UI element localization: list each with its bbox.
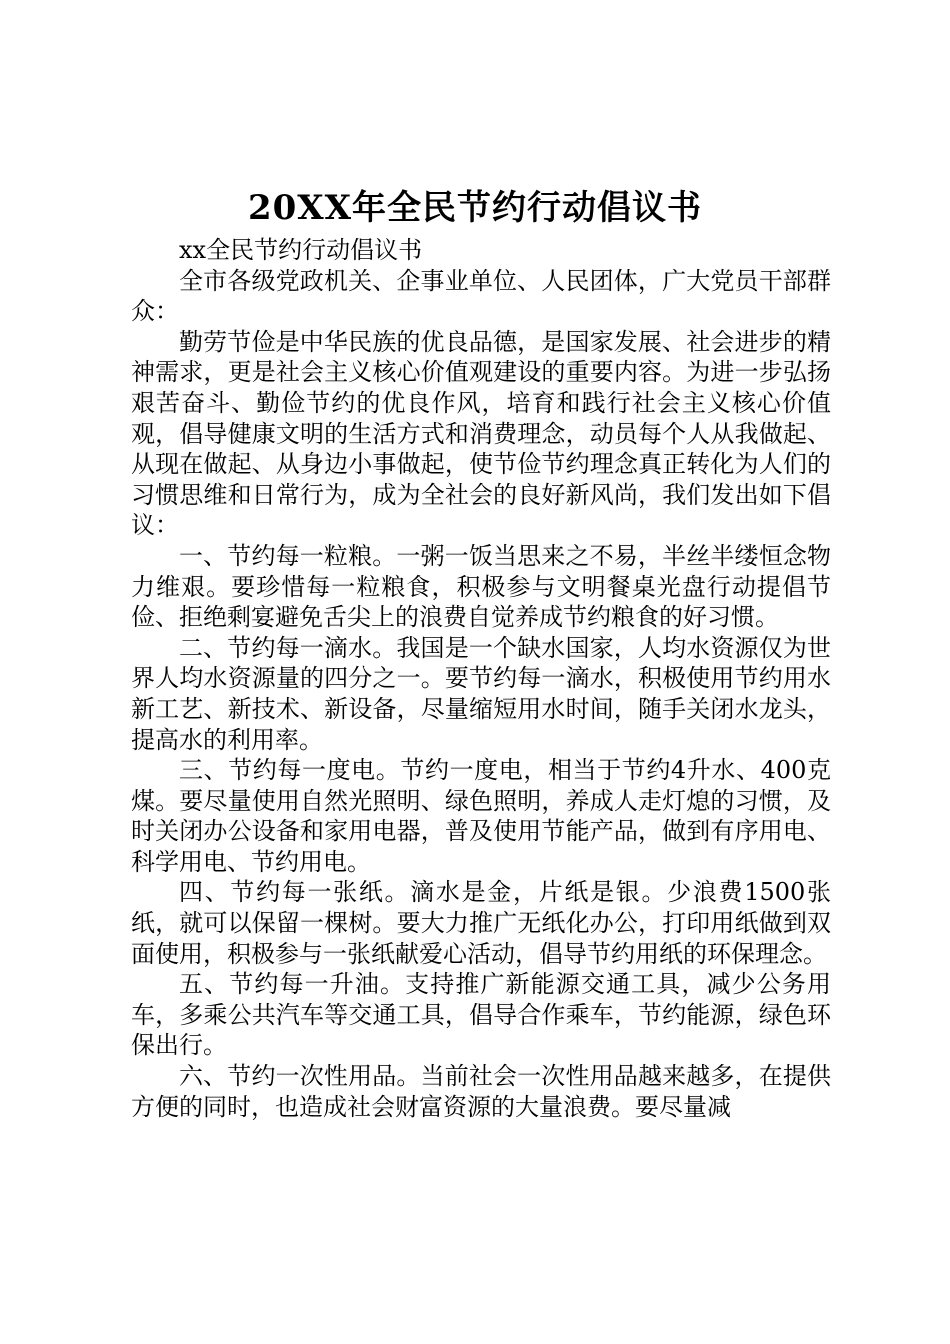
item-paragraph-water: 二、节约每一滴水。我国是一个缺水国家，人均水资源仅为世界人均水资源量的四分之一。要节约每一滴水，积极使用节约用水新工艺、新技术、新设备，尽量缩短用水时间，随手关闭水龙头，提高水的利用率。: [131, 633, 831, 754]
item-paragraph-electricity: 三、节约每一度电。节约一度电，相当于节约4升水、400克煤。要尽量使用自然光照明、绿色照明，养成人走灯熄的习惯，及时关闭办公设备和家用电器，普及使用节能产品，做到有序用电、科学用电、节约用电。: [131, 756, 831, 876]
item-paragraph-paper: 四、节约每一张纸。滴水是金，片纸是银。少浪费1500张纸，就可以保留一棵树。要大力推广无纸化办公，打印用纸做到双面使用，积极参与一张纸献爱心活动，倡导节约用纸的环保理念。: [131, 878, 831, 968]
intro-paragraph: 勤劳节俭是中华民族的优良品德，是国家发展、社会进步的精神需求，更是社会主义核心价值观建设的重要内容。为进一步弘扬艰苦奋斗、勤俭节约的优良作风，培育和践行社会主义核心价值观，倡导健康文明的生活方式和消费理念，动员每个人从我做起、从现在做起、从身边小事做起，使节俭节约理念真正转化为人们的习惯思维和日常行为，成为全社会的良好新风尚，我们发出如下倡议：: [131, 327, 831, 540]
item-paragraph-oil: 五、节约每一升油。支持推广新能源交通工具，减少公务用车，多乘公共汽车等交通工具，倡导合作乘车，节约能源，绿色环保出行。: [131, 970, 831, 1060]
document-body: [131, 235, 831, 1122]
item-paragraph-disposables: 六、节约一次性用品。当前社会一次性用品越来越多，在提供方便的同时，也造成社会财富资源的大量浪费。要尽量减: [131, 1062, 831, 1121]
salutation-paragraph: 全市各级党政机关、企事业单位、人民团体，广大党员干部群众：: [131, 266, 831, 326]
item-paragraph-grain: 一、节约每一粒粮。一粥一饭当思来之不易，半丝半缕恒念物力维艰。要珍惜每一粒粮食，积极参与文明餐桌光盘行动提倡节俭、拒绝剩宴避免舌尖上的浪费自觉养成节约粮食的好习惯。: [131, 541, 831, 632]
document-title: 20XX年全民节约行动倡议书: [247, 188, 703, 228]
subtitle-paragraph: xx全民节约行动倡议书: [179, 236, 423, 264]
